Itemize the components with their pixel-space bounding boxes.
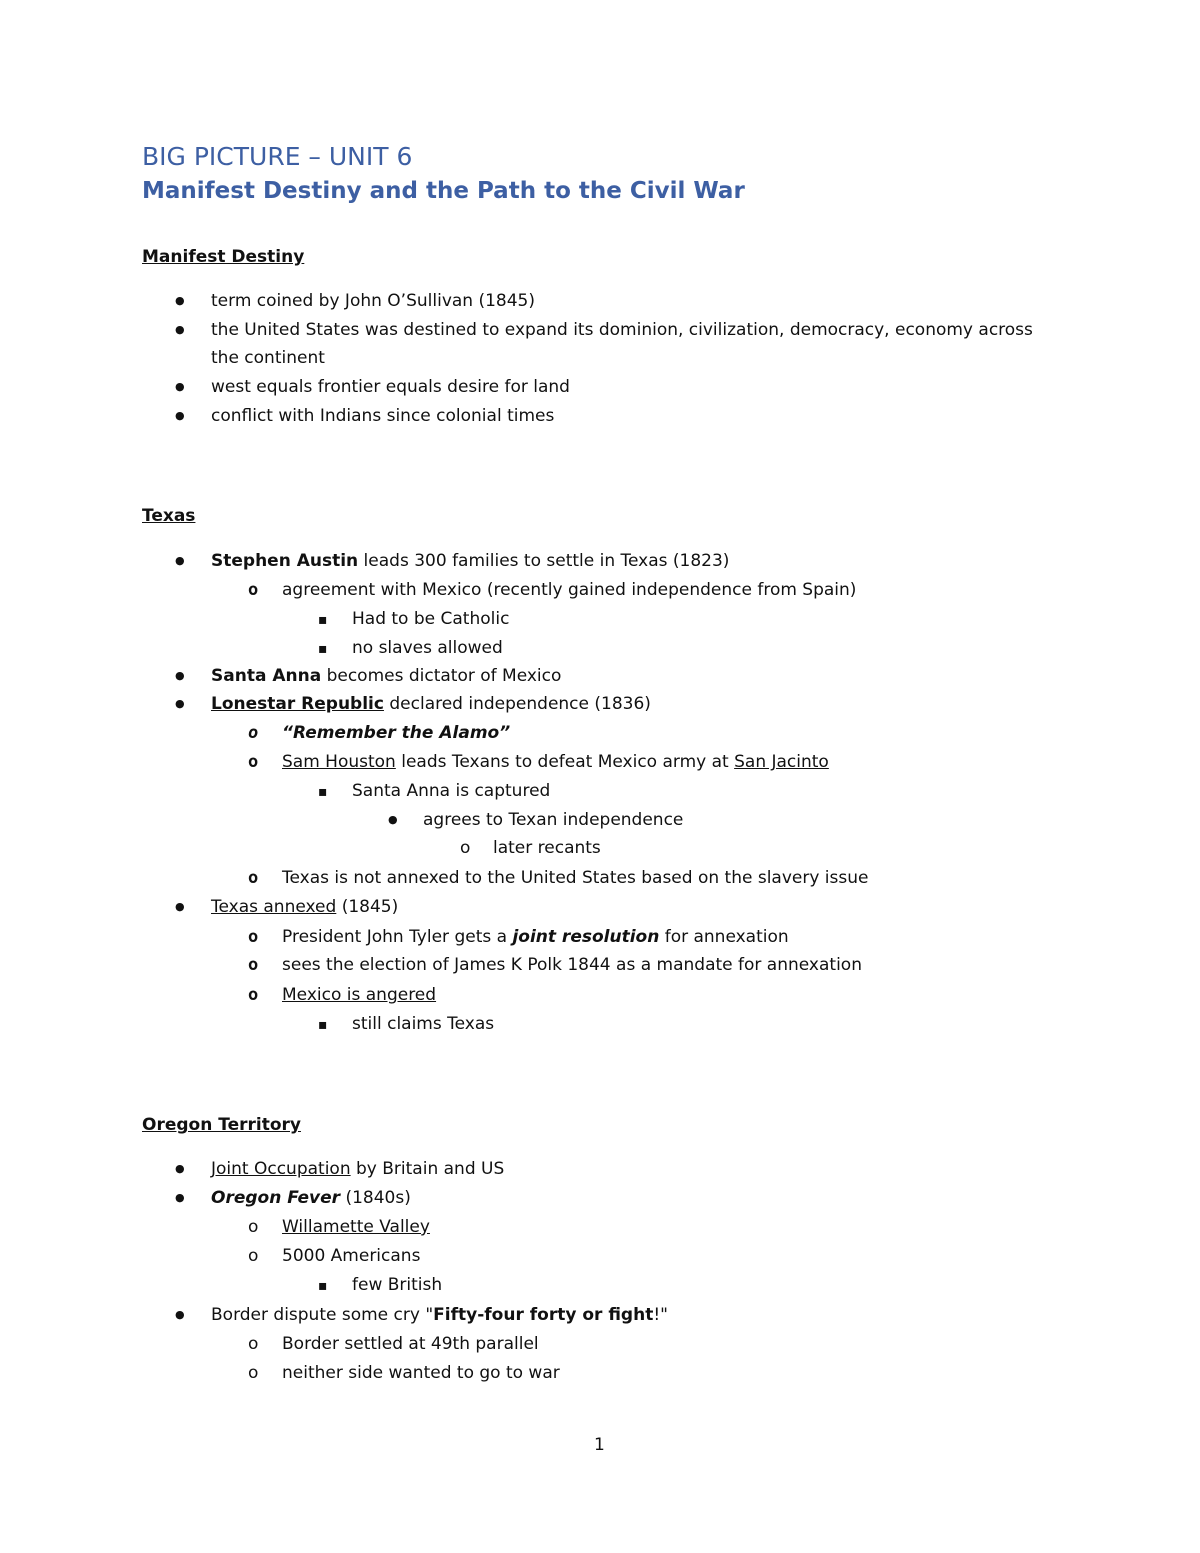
bullet-icon (248, 1216, 258, 1238)
list-item: Texas is not annexed to the United States based on the slavery issue (282, 868, 869, 888)
bullet-icon (248, 1245, 258, 1267)
list-item: Border settled at 49th parallel (282, 1334, 539, 1354)
term-fifty-four-forty: Fifty-four forty or fight (433, 1305, 654, 1325)
term-santa-anna: Santa Anna (211, 666, 322, 686)
item-text: leads Texans to defeat Mexico army at (395, 752, 735, 772)
bullet-icon (388, 809, 398, 833)
bullet-icon (248, 1362, 258, 1384)
list-item (211, 665, 561, 687)
list-item-continuation: the continent (211, 348, 325, 368)
bullet-icon (460, 837, 470, 859)
bullet-icon (318, 1274, 328, 1297)
bullet-icon (248, 926, 258, 948)
bullet-icon (175, 550, 185, 574)
bullet-icon (248, 579, 258, 601)
list-item (282, 926, 789, 948)
list-item (211, 1187, 411, 1209)
bullet-icon (318, 1013, 328, 1036)
list-item: 5000 Americans (282, 1246, 421, 1266)
term-joint-occupation: Joint Occupation (211, 1159, 351, 1179)
bullet-icon (248, 1333, 258, 1355)
term-joint-resolution: joint resolution (512, 927, 660, 947)
list-item: “Remember the Alamo” (282, 723, 511, 743)
bullet-icon (248, 722, 258, 744)
item-text: !" (653, 1305, 668, 1325)
list-item: agreement with Mexico (recently gained independence from Spain) (282, 580, 857, 600)
bullet-icon (318, 637, 328, 660)
item-text: (1845) (336, 897, 399, 917)
item-text: declared independence (1836) (383, 694, 651, 714)
bullet-icon (175, 290, 185, 314)
item-text: becomes dictator of Mexico (321, 666, 562, 686)
bullet-icon (248, 867, 258, 889)
bullet-icon (318, 608, 328, 631)
bullet-icon (175, 665, 185, 689)
section-heading-manifest-destiny: Manifest Destiny (142, 247, 305, 267)
bullet-icon (175, 405, 185, 429)
list-item: still claims Texas (352, 1014, 495, 1034)
bullet-icon (175, 319, 185, 343)
list-item: Mexico is angered (282, 985, 437, 1005)
item-text: Border dispute some cry " (211, 1305, 434, 1325)
list-item: few British (352, 1275, 443, 1295)
list-item: the United States was destined to expand its dominion, civilization, democracy, economy across (211, 320, 1033, 340)
bullet-icon (318, 780, 328, 803)
term-texas-annexed: Texas annexed (211, 897, 337, 917)
page-number: 1 (594, 1435, 605, 1455)
bullet-icon (175, 896, 185, 920)
bullet-icon (175, 1158, 185, 1182)
bullet-icon (175, 693, 185, 717)
item-text: (1840s) (340, 1188, 411, 1208)
unit-subtitle: Manifest Destiny and the Path to the Civil War (142, 178, 745, 204)
item-text: leads 300 families to settle in Texas (1823) (358, 551, 730, 571)
list-item (211, 1304, 668, 1326)
item-text: by Britain and US (350, 1159, 505, 1179)
section-heading-texas: Texas (142, 506, 196, 526)
bullet-icon (175, 1304, 185, 1328)
list-item: west equals frontier equals desire for land (211, 377, 570, 397)
item-text: President John Tyler gets a (282, 927, 513, 947)
list-item: Had to be Catholic (352, 609, 510, 629)
list-item: Willamette Valley (282, 1217, 430, 1237)
list-item: agrees to Texan independence (423, 810, 684, 830)
section-heading-oregon-territory: Oregon Territory (142, 1115, 301, 1135)
list-item: no slaves allowed (352, 638, 503, 658)
unit-title: BIG PICTURE – UNIT 6 (142, 142, 413, 171)
list-item: neither side wanted to go to war (282, 1363, 560, 1383)
term-lonestar-republic: Lonestar Republic (211, 694, 384, 714)
term-stephen-austin: Stephen Austin (211, 551, 359, 571)
bullet-icon (248, 984, 258, 1006)
bullet-icon (175, 1187, 185, 1211)
list-item: later recants (493, 838, 601, 858)
list-item (211, 896, 398, 918)
list-item (282, 751, 829, 773)
bullet-icon (175, 376, 185, 400)
list-item: sees the election of James K Polk 1844 as a mandate for annexation (282, 955, 862, 975)
list-item (211, 550, 729, 572)
term-san-jacinto: San Jacinto (734, 752, 829, 772)
list-item: Santa Anna is captured (352, 781, 551, 801)
list-item (211, 693, 651, 715)
bullet-icon (248, 751, 258, 773)
bullet-icon (248, 954, 258, 976)
list-item (211, 1158, 504, 1180)
list-item: term coined by John O’Sullivan (1845) (211, 291, 536, 311)
list-item: conflict with Indians since colonial times (211, 406, 555, 426)
term-oregon-fever: Oregon Fever (211, 1188, 341, 1208)
item-text: for annexation (659, 927, 789, 947)
term-sam-houston: Sam Houston (282, 752, 396, 772)
